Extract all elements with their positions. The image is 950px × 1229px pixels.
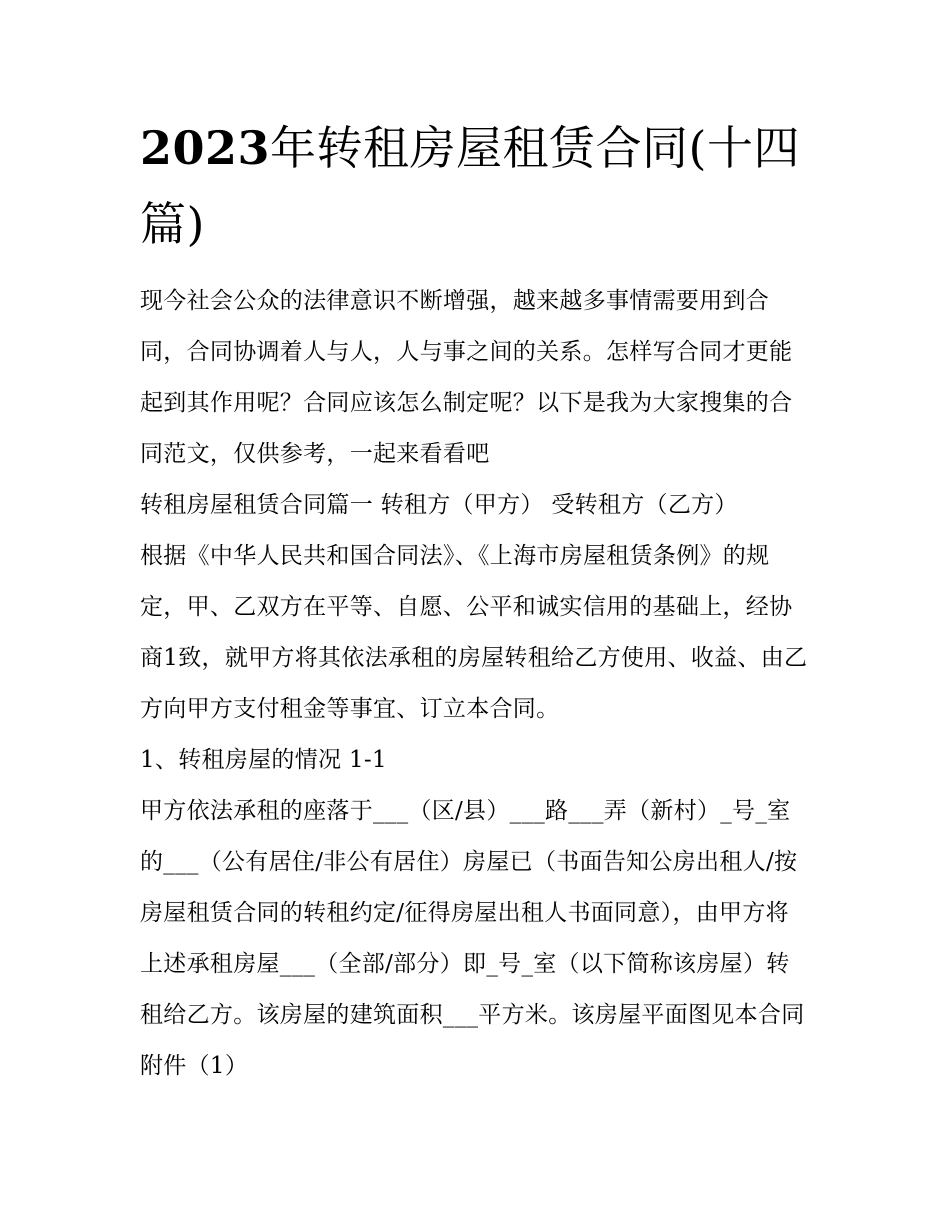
preamble-paragraph: 根据《中华人民共和国合同法》、《上海市房屋租赁条例》的规定，甲、乙双方在平等、自愿、公平和诚实信用的基础上，经协商1致，就甲方将其依法承租的房屋转租给乙方使用、收益、由乙方向甲方支付租金等事宜、订立本合同。 (140, 543, 808, 722)
title-text: 年转租房屋租赁合同(十四篇) (140, 121, 800, 251)
document-page (140, 110, 812, 1092)
intro-paragraph: 现今社会公众的法律意识不断增强，越来越多事情需要用到合同，合同协调着人与人，人与事之间的关系。怎样写合同才更能起到其作用呢？合同应该怎么制定呢？以下是我为大家搜集的合同范文，仅供参考，一起来看看吧 (140, 288, 793, 467)
section-1-body: 甲方依法承租的座落于___（区/县）___路___弄（新村）_号_室的___（公有居住/非公有居住）房屋已（书面告知公房出租人/按房屋租赁合同的转租约定/征得房屋出租人书面同意），由甲方将上述承租房屋___（全部/部分）即_号_室（以下简称该房屋）转租给乙方。该房屋的建筑面积___平方米。该房屋平面图见本合同附件（1） (140, 798, 805, 1079)
parties-line: 转租房屋租赁合同篇一 转租方（甲方） 受转租方（乙方） (140, 492, 738, 518)
section-1-heading: 1、转租房屋的情况 1-1 (140, 747, 387, 773)
title-year: 2023 (140, 121, 271, 175)
document-title (140, 110, 812, 262)
